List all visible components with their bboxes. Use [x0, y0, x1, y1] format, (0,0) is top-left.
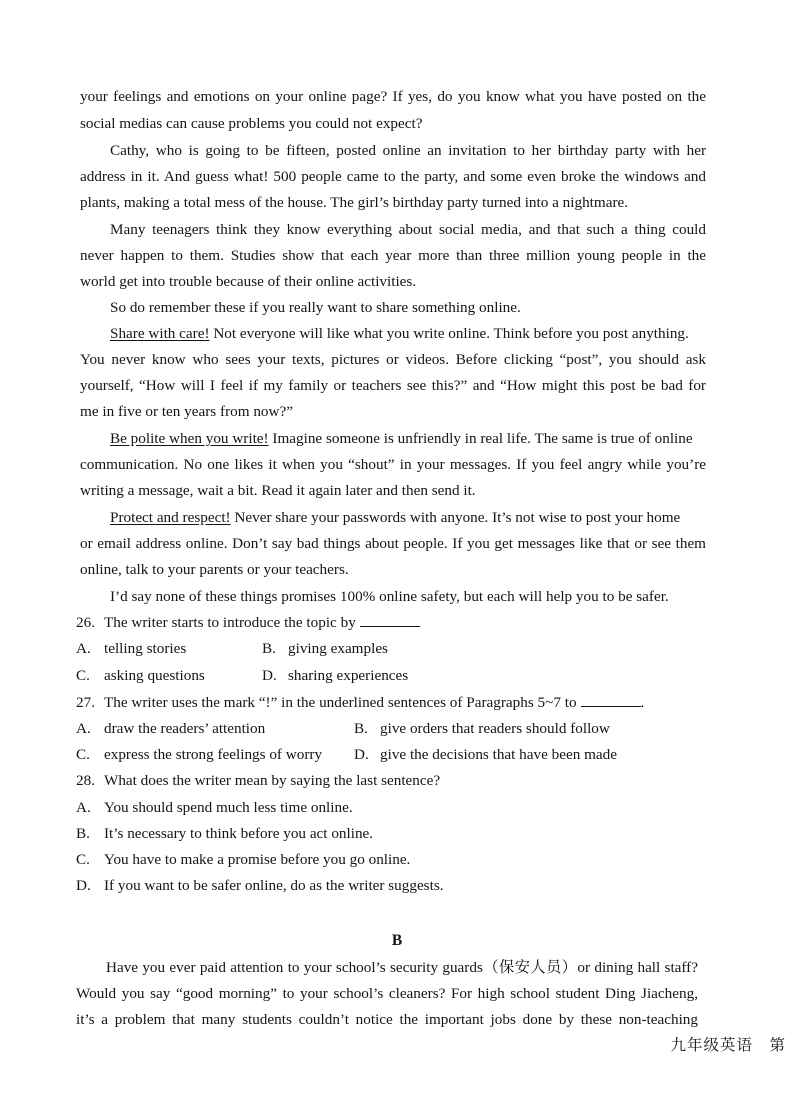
passage-line: writing a message, wait a bit. Read it again later and then send it.	[80, 482, 476, 499]
section-b-heading: B	[391, 932, 403, 949]
passage-line: Would you say “good morning” to your school’s cleaners? For high school student Ding Jiacheng,	[76, 985, 698, 1002]
question-27-stem: 27. The writer uses the mark “!” in the underlined sentences of Paragraphs 5~7 to .	[76, 694, 645, 711]
passage-text: Not everyone will like what you write online. Think before you post anything.	[209, 325, 689, 342]
passage-text: Never share your passwords with anyone. It’s not wise to post your home	[230, 509, 681, 526]
option-d[interactable]: D. sharing experiences	[262, 667, 409, 684]
question-27-options-row1	[76, 716, 696, 742]
option-a[interactable]: A. draw the readers’ attention	[76, 720, 266, 737]
passage-line: online, talk to your parents or your teachers.	[80, 561, 349, 578]
passage-line	[110, 426, 706, 452]
passage-line: Cathy, who is going to be fifteen, posted online an invitation to her birthday party with her	[110, 142, 706, 159]
page-footer: 九年级英语 第	[670, 1036, 786, 1054]
question-27-options-row2	[76, 742, 696, 768]
passage-line: address in it. And guess what! 500 people came to the party, and some even broke the windows and	[80, 168, 706, 185]
passage-line: plants, making a total mess of the house. The girl’s birthday party turned into a nightmare.	[80, 194, 629, 211]
passage-line: I’d say none of these things promises 100% online safety, but each will help you to be safer.	[110, 588, 669, 605]
option-b[interactable]: B. giving examples	[262, 640, 388, 657]
option-b[interactable]: B. It’s necessary to think before you act online.	[76, 825, 374, 842]
passage-line: social medias can cause problems you could not expect?	[80, 115, 423, 132]
passage-line: Have you ever paid attention to your school’s security guards（保安人员）or dining hall staff?	[106, 959, 698, 976]
answer-blank	[581, 705, 641, 707]
question-26-options-row1	[76, 636, 696, 662]
passage-line: You never know who sees your texts, pictures or videos. Before clicking “post”, you should ask	[80, 351, 706, 368]
underlined-heading: Protect and respect!	[110, 509, 231, 526]
passage-line	[110, 505, 706, 531]
passage-line: yourself, “How will I feel if my family or teachers see this?” and “How might this post be bad for	[80, 377, 706, 394]
option-c[interactable]: C. express the strong feelings of worry	[76, 746, 323, 763]
passage-line: Many teenagers think they know everything about social media, and that such a thing could	[110, 221, 706, 238]
option-c[interactable]: C. asking questions	[76, 667, 205, 684]
passage-line	[110, 321, 706, 347]
passage-line: your feelings and emotions on your online page? If yes, do you know what you have posted on the	[80, 88, 706, 105]
option-b[interactable]: B. give orders that readers should follow	[354, 720, 610, 737]
option-a[interactable]: A. telling stories	[76, 640, 187, 657]
underlined-heading: Be polite when you write!	[110, 430, 269, 447]
underlined-heading: Share with care!	[110, 325, 210, 342]
passage-line: it’s a problem that many students couldn’t notice the important jobs done by these non-teaching	[76, 1011, 698, 1028]
question-28-stem: 28. What does the writer mean by saying the last sentence?	[76, 772, 441, 789]
option-a[interactable]: A. You should spend much less time online.	[76, 799, 353, 816]
passage-line: world get into trouble because of their online activities.	[80, 273, 417, 290]
passage-text: Imagine someone is unfriendly in real life. The same is true of online	[268, 430, 693, 447]
question-26-options-row2	[76, 663, 696, 689]
answer-blank	[360, 625, 420, 627]
passage-line: me in five or ten years from now?”	[80, 403, 293, 420]
passage-line: So do remember these if you really want to share something online.	[110, 299, 521, 316]
passage-line: communication. No one likes it when you “shout” in your messages. If you feel angry while you’re	[80, 456, 706, 473]
passage-line: never happen to them. Studies show that each year more than three million young people in the	[80, 247, 706, 264]
passage-line: or email address online. Don’t say bad things about people. If you get messages like that or see them	[80, 535, 706, 552]
option-d[interactable]: D. If you want to be safer online, do as the writer suggests.	[76, 877, 444, 894]
option-d[interactable]: D. give the decisions that have been made	[354, 746, 618, 763]
question-26-stem: 26. The writer starts to introduce the topic by	[76, 610, 702, 636]
option-c[interactable]: C. You have to make a promise before you go online.	[76, 851, 411, 868]
